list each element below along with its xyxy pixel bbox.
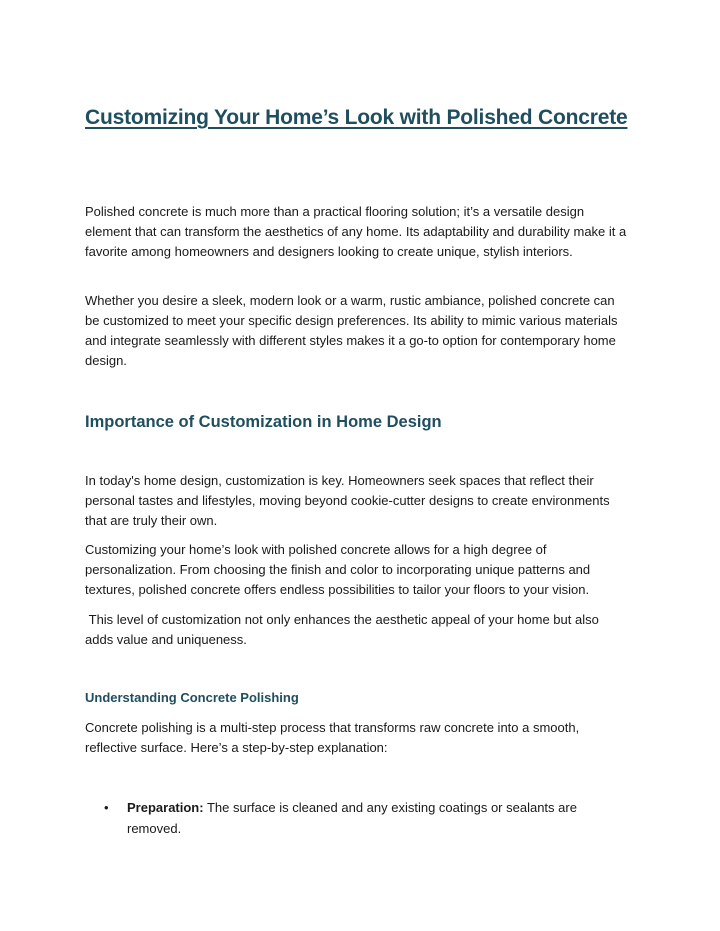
polishing-paragraph: Concrete polishing is a multi-step process that transforms raw concrete into a smooth, reflective surface. Here’s a step-by-step explanation: [85, 720, 580, 755]
bullet-term: Preparation: [127, 800, 204, 815]
bullet-icon: • [104, 800, 109, 815]
section-heading-polishing: Understanding Concrete Polishing [85, 690, 299, 705]
customization-paragraph-1: In today's home design, customization is key. Homeowners seek spaces that reflect their personal tastes and lifestyles, moving beyond cookie-cutter designs to create environments that are truly their own. [85, 473, 610, 528]
customization-paragraph-3: This level of customization not only enhances the aesthetic appeal of your home but also adds value and uniqueness. [85, 612, 603, 647]
customization-paragraph-2: Customizing your home’s look with polished concrete allows for a high degree of personalization. From choosing the finish and color to incorporating unique patterns and textures, polished concrete offers endless possibilities to tailor your floors to your vision. [85, 542, 591, 597]
document-title: Customizing Your Home’s Look with Polished Concrete [85, 106, 628, 129]
section-heading-customization: Importance of Customization in Home Design [85, 413, 442, 431]
steps-list [85, 797, 630, 839]
bullet-text: The surface is cleaned and any existing coatings or sealants are removed. [127, 800, 577, 836]
intro-paragraph-2: Whether you desire a sleek, modern look or a warm, rustic ambiance, polished concrete can be customized to meet your specific design preferences. Its ability to mimic various materials and integrate seamlessly with different styles makes it a go-to option for contemporary home design. [85, 293, 618, 368]
list-item-preparation [85, 797, 630, 839]
intro-paragraph-1: Polished concrete is much more than a practical flooring solution; it’s a versatile design element that can transform the aesthetics of any home. Its adaptability and durability make it a favorite among homeowners and designers looking to create unique, stylish interiors. [85, 204, 627, 259]
